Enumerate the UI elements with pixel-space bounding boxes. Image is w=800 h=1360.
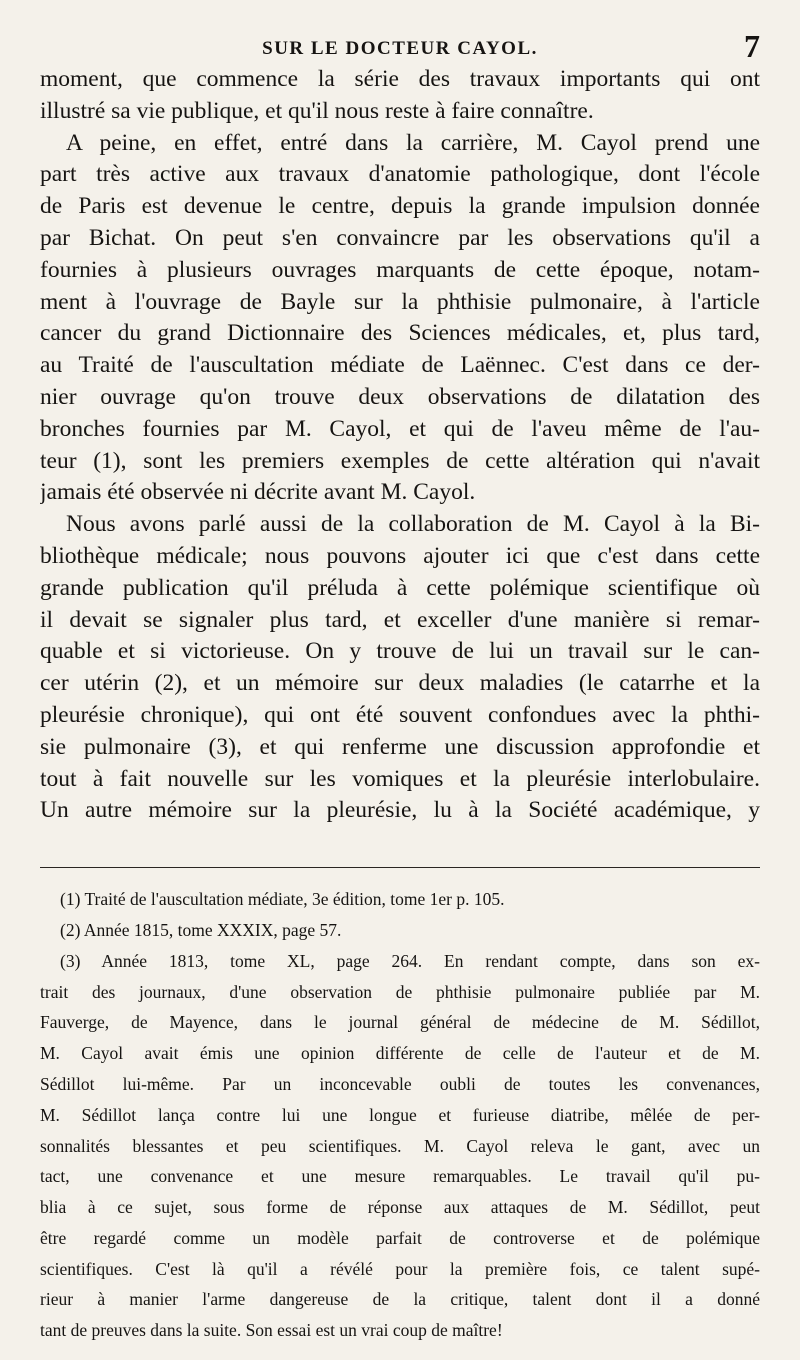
main-text [40, 64, 760, 827]
text-line: ment à l'ouvrage de Bayle sur la phthisie pulmonaire, à l'article [40, 288, 760, 315]
footnote-line: tant de preuves dans la suite. Son essai est un vrai coup de maître! [40, 1320, 503, 1341]
page-header [40, 0, 760, 64]
text-line: illustré sa vie publique, et qu'il nous reste à faire connaître. [40, 97, 594, 124]
text-line: part très active aux travaux d'anatomie pathologique, dont l'école [40, 161, 760, 188]
footnote-line: scientifiques. C'est là qu'il a révélé pour la première fois, ce talent supé- [40, 1258, 760, 1279]
footnote-separator [40, 867, 760, 868]
footnote-line: M. Sédillot lança contre lui une longue et furieuse diatribe, mêlée de per- [40, 1104, 760, 1125]
text-line: nier ouvrage qu'on trouve deux observations de dilatation des [40, 383, 760, 410]
text-line: grande publication qu'il préluda à cette polémique scientifique où [40, 574, 760, 601]
text-line: il devait se signaler plus tard, et exceller d'une manière si remar- [40, 606, 760, 633]
text-line: cancer du grand Dictionnaire des Sciences médicales, et, plus tard, [40, 320, 760, 347]
text-line: teur (1), sont les premiers exemples de cette altération qui n'avait [40, 447, 760, 474]
text-line: par Bichat. On peut s'en convaincre par les observations qu'il a [40, 224, 760, 251]
text-line: Un autre mémoire sur la pleurésie, lu à la Société académique, y [40, 797, 760, 824]
text-line: bliothèque médicale; nous pouvons ajouter ici que c'est dans cette [40, 542, 760, 569]
text-line: sie pulmonaire (3), et qui renferme une discussion approfondie et [40, 733, 760, 760]
footnote-line: (1) Traité de l'auscultation médiate, 3e édition, tome 1er p. 105. [60, 889, 505, 910]
running-title: SUR LE DOCTEUR CAYOL. [262, 38, 538, 59]
footnote-line: rieur à manier l'arme dangereuse de la critique, talent dont il a donné [40, 1289, 760, 1310]
footnote-line: tact, une convenance et une mesure remarquables. Le travail qu'il pu- [40, 1166, 760, 1187]
text-line: cer utérin (2), et un mémoire sur deux maladies (le catarrhe et la [40, 670, 760, 697]
text-line: fournies à plusieurs ouvrages marquants de cette époque, notam- [40, 256, 760, 283]
footnote-line: (2) Année 1815, tome XXXIX, page 57. [60, 919, 342, 940]
footnote-line: trait des journaux, d'une observation de phthisie pulmonaire publiée par M. [40, 981, 760, 1002]
text-line: au Traité de l'auscultation médiate de Laënnec. C'est dans ce der- [40, 352, 760, 379]
footnotes [40, 884, 760, 1346]
text-line: moment, que commence la série des travaux importants qui ont [40, 66, 760, 92]
text-line: quable et si victorieuse. On y trouve de lui un travail sur le can- [40, 638, 760, 665]
text-line: pleurésie chronique), qui ont été souvent confondues avec la phthi- [40, 701, 760, 728]
text-line: bronches fournies par M. Cayol, et qui de l'aveu même de l'au- [40, 415, 760, 442]
footnote-line: M. Cayol avait émis une opinion différente de celle de l'auteur et de M. [40, 1043, 760, 1064]
page-number: 7 [744, 28, 760, 64]
footnote-line: sonnalités blessantes et peu scientifiques. M. Cayol releva le gant, avec un [40, 1135, 760, 1156]
footnote-line: (3) Année 1813, tome XL, page 264. En rendant compte, dans son ex- [60, 950, 760, 971]
footnote-line: blia à ce sujet, sous forme de réponse aux attaques de M. Sédillot, peut [40, 1197, 760, 1218]
footnote-line: Fauverge, de Mayence, dans le journal général de médecine de M. Sédillot, [40, 1012, 760, 1033]
footnote-line: Sédillot lui-même. Par un inconcevable oubli de toutes les convenances, [40, 1073, 760, 1094]
text-line: de Paris est devenue le centre, depuis la grande impulsion donnée [40, 193, 760, 220]
footnote-line: être regardé comme un modèle parfait de controverse et de polémique [40, 1227, 760, 1248]
text-line: A peine, en effet, entré dans la carrière, M. Cayol prend une [66, 129, 760, 156]
text-line: tout à fait nouvelle sur les vomiques et la pleurésie interlobulaire. [40, 765, 760, 792]
text-line: Nous avons parlé aussi de la collaboration de M. Cayol à la Bi- [66, 511, 760, 538]
text-line: jamais été observée ni décrite avant M. Cayol. [40, 479, 476, 506]
